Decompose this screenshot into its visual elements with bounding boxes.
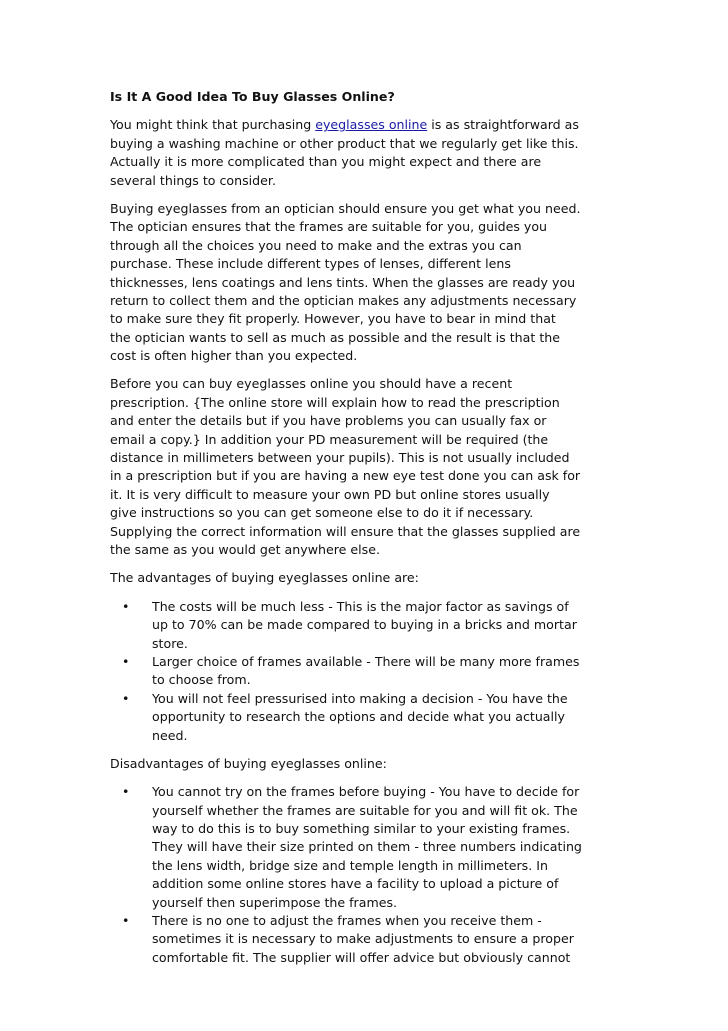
text-line: the lens width, bridge size and temple length in millimeters. In — [152, 857, 548, 873]
text-line: to make sure they fit properly. However, you have to bear in mind that — [110, 311, 556, 327]
text-line: give instructions so you can get someone else to do it if necessary. — [110, 505, 534, 521]
text-line: return to collect them and the optician makes any adjustments necessary — [110, 292, 577, 308]
bullet-icon: • — [122, 598, 130, 614]
paragraph-optician — [110, 200, 630, 366]
bullet-icon: • — [122, 690, 130, 706]
text-line — [110, 116, 630, 134]
text-line: to choose from. — [152, 672, 251, 688]
text-line: Buying eyeglasses from an optician should ensure you get what you need. — [110, 200, 581, 216]
text-line: You will not feel pressurised into making a decision - You have the — [152, 690, 568, 706]
document-body — [110, 88, 630, 967]
text-line: comfortable fit. The supplier will offer advice but obviously cannot — [152, 949, 571, 965]
list-item — [110, 598, 630, 653]
text-line: it. It is very difficult to measure your own PD but online stores usually — [110, 486, 550, 502]
bullet-icon: • — [122, 784, 130, 800]
text-line: the same as you would get anywhere else. — [110, 541, 380, 557]
text-line: Supplying the correct information will ensure that the glasses supplied are — [110, 523, 581, 539]
bullet-icon: • — [122, 653, 130, 669]
text-span: is as straightforward as — [427, 117, 579, 133]
disadvantages-heading: Disadvantages of buying eyeglasses online: — [110, 755, 387, 771]
text-line: several things to consider. — [110, 172, 276, 188]
text-line: need. — [152, 727, 188, 743]
bullet-icon: • — [122, 913, 130, 929]
text-line: distance in millimeters between your pupils). This is not usually included — [110, 450, 570, 466]
text-line: store. — [152, 635, 188, 651]
eyeglasses-online-link[interactable]: eyeglasses online — [315, 117, 428, 133]
list-item — [110, 912, 630, 967]
page-title: Is It A Good Idea To Buy Glasses Online? — [110, 89, 395, 104]
text-line: up to 70% can be made compared to buying in a bricks and mortar — [152, 617, 577, 633]
text-line: There is no one to adjust the frames when you receive them - — [152, 913, 542, 929]
text-line: Before you can buy eyeglasses online you should have a recent — [110, 376, 513, 392]
text-line: email a copy.} In addition your PD measurement will be required (the — [110, 431, 549, 447]
advantages-list — [110, 598, 630, 745]
text-line: thicknesses, lens coatings and lens tints. When the glasses are ready you — [110, 274, 576, 290]
text-line: The optician ensures that the frames are suitable for you, guides you — [110, 219, 548, 235]
advantages-heading: The advantages of buying eyeglasses online are: — [110, 570, 419, 586]
text-line: The costs will be much less - This is the major factor as savings of — [152, 598, 569, 614]
text-line: opportunity to research the options and decide what you actually — [152, 709, 565, 725]
text-line: prescription. {The online store will explain how to read the prescription — [110, 394, 560, 410]
text-line: addition some online stores have a facility to upload a picture of — [152, 876, 559, 892]
text-line: yourself whether the frames are suitable for you and will fit ok. The — [152, 802, 578, 818]
list-item — [110, 653, 630, 690]
text-line: buying a washing machine or other product that we regularly get like this. — [110, 135, 579, 151]
list-item — [110, 690, 630, 745]
disadvantages-list — [110, 783, 630, 967]
text-line: yourself then superimpose the frames. — [152, 894, 398, 910]
text-line: the optician wants to sell as much as possible and the result is that the — [110, 329, 560, 345]
paragraph-intro — [110, 116, 630, 190]
text-line: purchase. These include different types of lenses, different lens — [110, 256, 511, 272]
text-line: in a prescription but if you are having a new eye test done you can ask for — [110, 468, 581, 484]
text-line: You cannot try on the frames before buying - You have to decide for — [152, 784, 580, 800]
text-line: way to do this is to buy something similar to your existing frames. — [152, 821, 571, 837]
text-line: and enter the details but if you have problems you can usually fax or — [110, 413, 547, 429]
text-span: You might think that purchasing — [110, 117, 316, 133]
text-line: They will have their size printed on them - three numbers indicating — [152, 839, 582, 855]
paragraph-prescription — [110, 375, 630, 559]
text-line: Larger choice of frames available - There will be many more frames — [152, 653, 580, 669]
text-line: through all the choices you need to make and the extras you can — [110, 237, 522, 253]
text-line: Actually it is more complicated than you might expect and there are — [110, 154, 542, 170]
text-line: cost is often higher than you expected. — [110, 348, 358, 364]
text-line: sometimes it is necessary to make adjustments to ensure a proper — [152, 931, 574, 947]
list-item — [110, 783, 630, 912]
